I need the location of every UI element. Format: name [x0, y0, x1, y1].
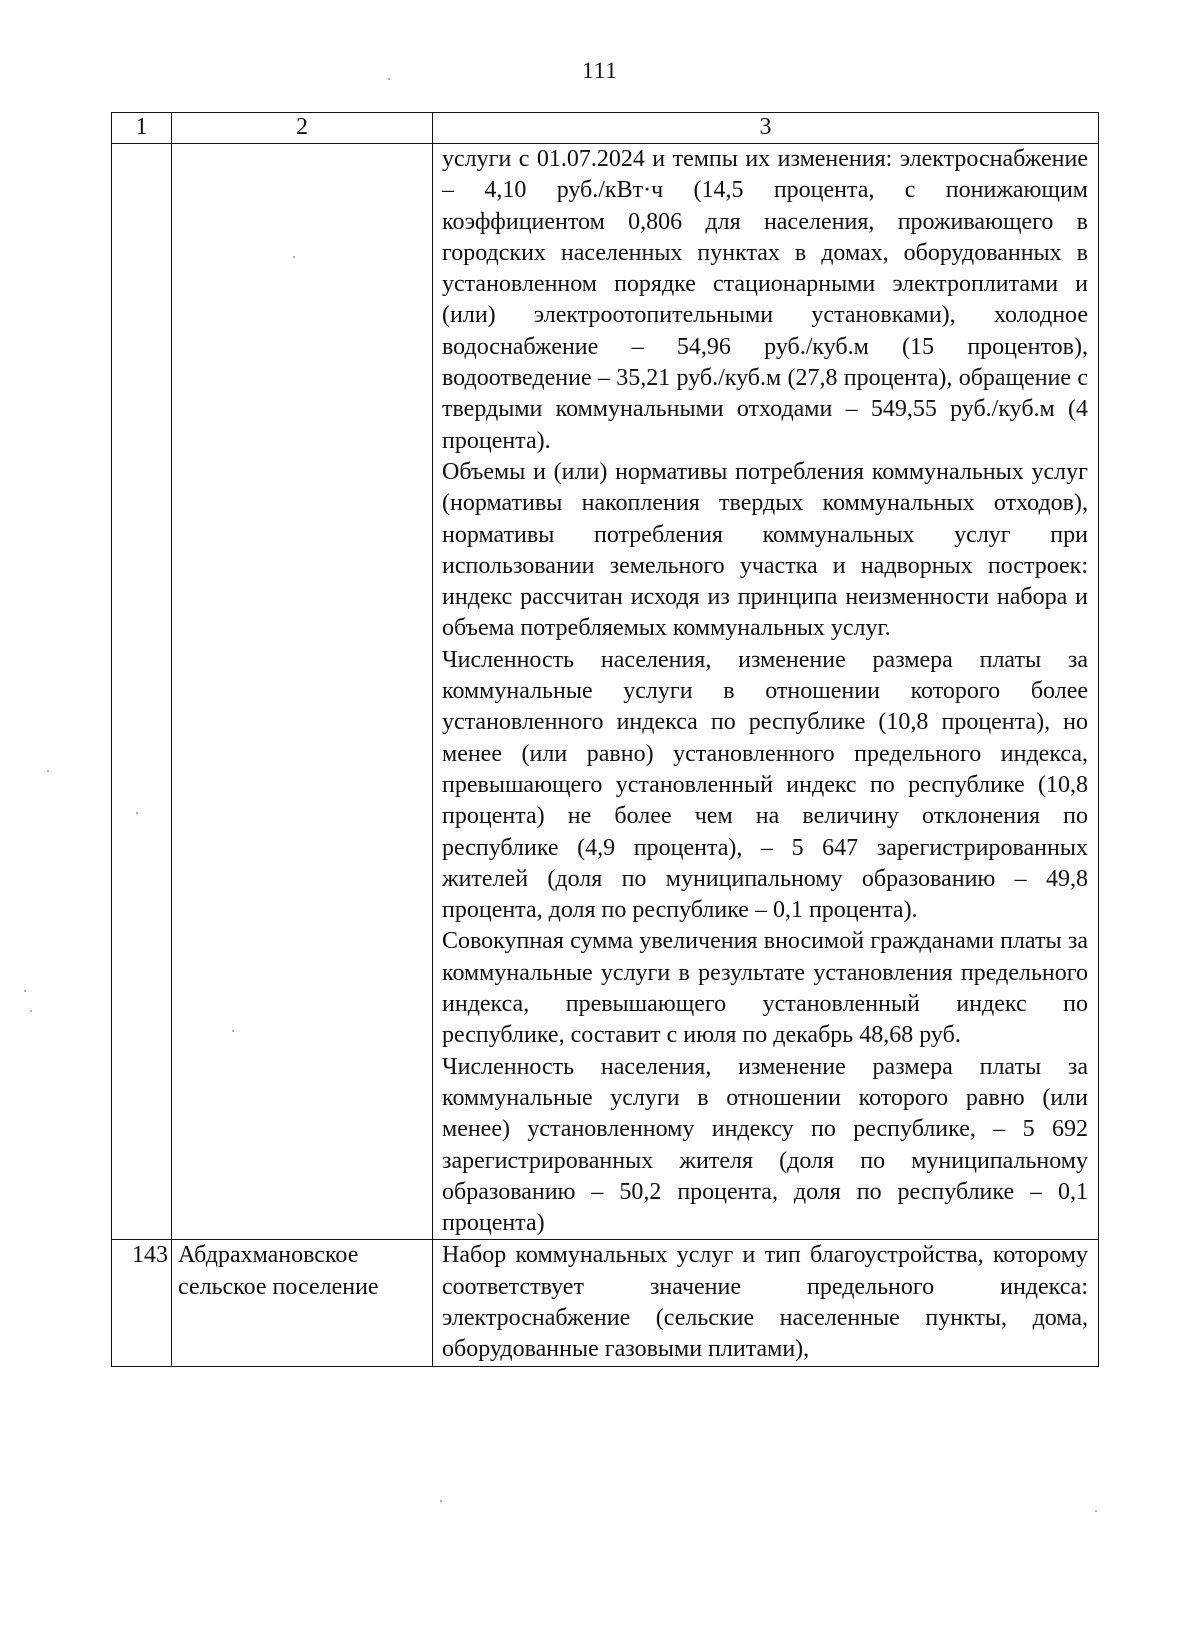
scan-speck [24, 990, 26, 992]
row-number-cell: 143 [112, 1240, 172, 1366]
municipality-name-cell [172, 144, 433, 1240]
description-cell [433, 144, 1099, 1240]
scan-speck [440, 1500, 442, 1502]
paragraph: Численность населения, изменение размера платы за коммунальные услуги в отношении которого равно (или менее) установленному индексу по республике, – 5 692 зарегистрированных жителя (доля по муниципальному образованию – 50,2 процента, доля по республике – 0,1 процента) [442, 1053, 1088, 1237]
scan-speck [388, 78, 390, 80]
scan-speck [1095, 1510, 1097, 1512]
table-header-row [112, 113, 1099, 144]
row-number-cell [112, 144, 172, 1240]
page-number: 111 [582, 58, 618, 83]
table-row [112, 144, 1099, 1240]
paragraph: Совокупная сумма увеличения вносимой гражданами платы за коммунальные услуги в результате установления предельного индекса, превышающего установленный индекс по республике, составит с июля по декабрь 48,68 руб. [442, 928, 1088, 1049]
scan-speck [47, 770, 49, 772]
paragraph: Численность населения, изменение размера платы за коммунальные услуги в отношении которого более установленного индекса по республике (10,8 процента), но менее (или равно) установленного предельного индекса, превышающего установленный индекс по республике (10,8 процента) не более чем на величину отклонения по республике (4,9 процента), – 5 647 зарегистрированных жителей (доля по муниципальному образованию – 49,8 процента, доля по республике – 0,1 процента). [442, 646, 1088, 924]
scan-speck [232, 1030, 234, 1032]
column-header-3: 3 [433, 113, 1099, 144]
paragraph: услуги с 01.07.2024 и темпы их изменения: электроснабжение – 4,10 руб./кВт·ч (14,5 процента, с понижающим коэффициентом 0,806 для населения, проживающего в городских населенных пунктах в домах, оборудованных в установленном порядке стационарными электроплитами и (или) электроотопительными установками), холодное водоснабжение – 54,96 руб./куб.м (15 процентов), водоотведение – 35,21 руб./куб.м (27,8 процента), обращение с твердыми коммунальными отходами – 549,55 руб./куб.м (4 процента). [442, 146, 1088, 454]
column-header-1: 1 [112, 113, 172, 144]
tariff-table [111, 112, 1099, 1367]
paragraph: Набор коммунальных услуг и тип благоустройства, которому соответствует значение предельного индекса: электроснабжение (сельские населенные пункты, дома, оборудованные газовыми плитами), [442, 1242, 1088, 1363]
scan-speck [136, 812, 138, 814]
table-row [112, 1240, 1099, 1366]
scan-speck [293, 256, 295, 258]
paragraph: Объемы и (или) нормативы потребления коммунальных услуг (нормативы накопления твердых коммунальных отходов), нормативы потребления коммунальных услуг при использовании земельного участка и надворных построек: индекс рассчитан исходя из принципа неизменности набора и объема потребляемых коммунальных услуг. [442, 458, 1088, 642]
municipality-name-cell: Абдрахмановское сельское поселение [172, 1240, 433, 1366]
column-header-2: 2 [172, 113, 433, 144]
scan-speck [30, 1010, 32, 1012]
description-cell [433, 1240, 1099, 1366]
